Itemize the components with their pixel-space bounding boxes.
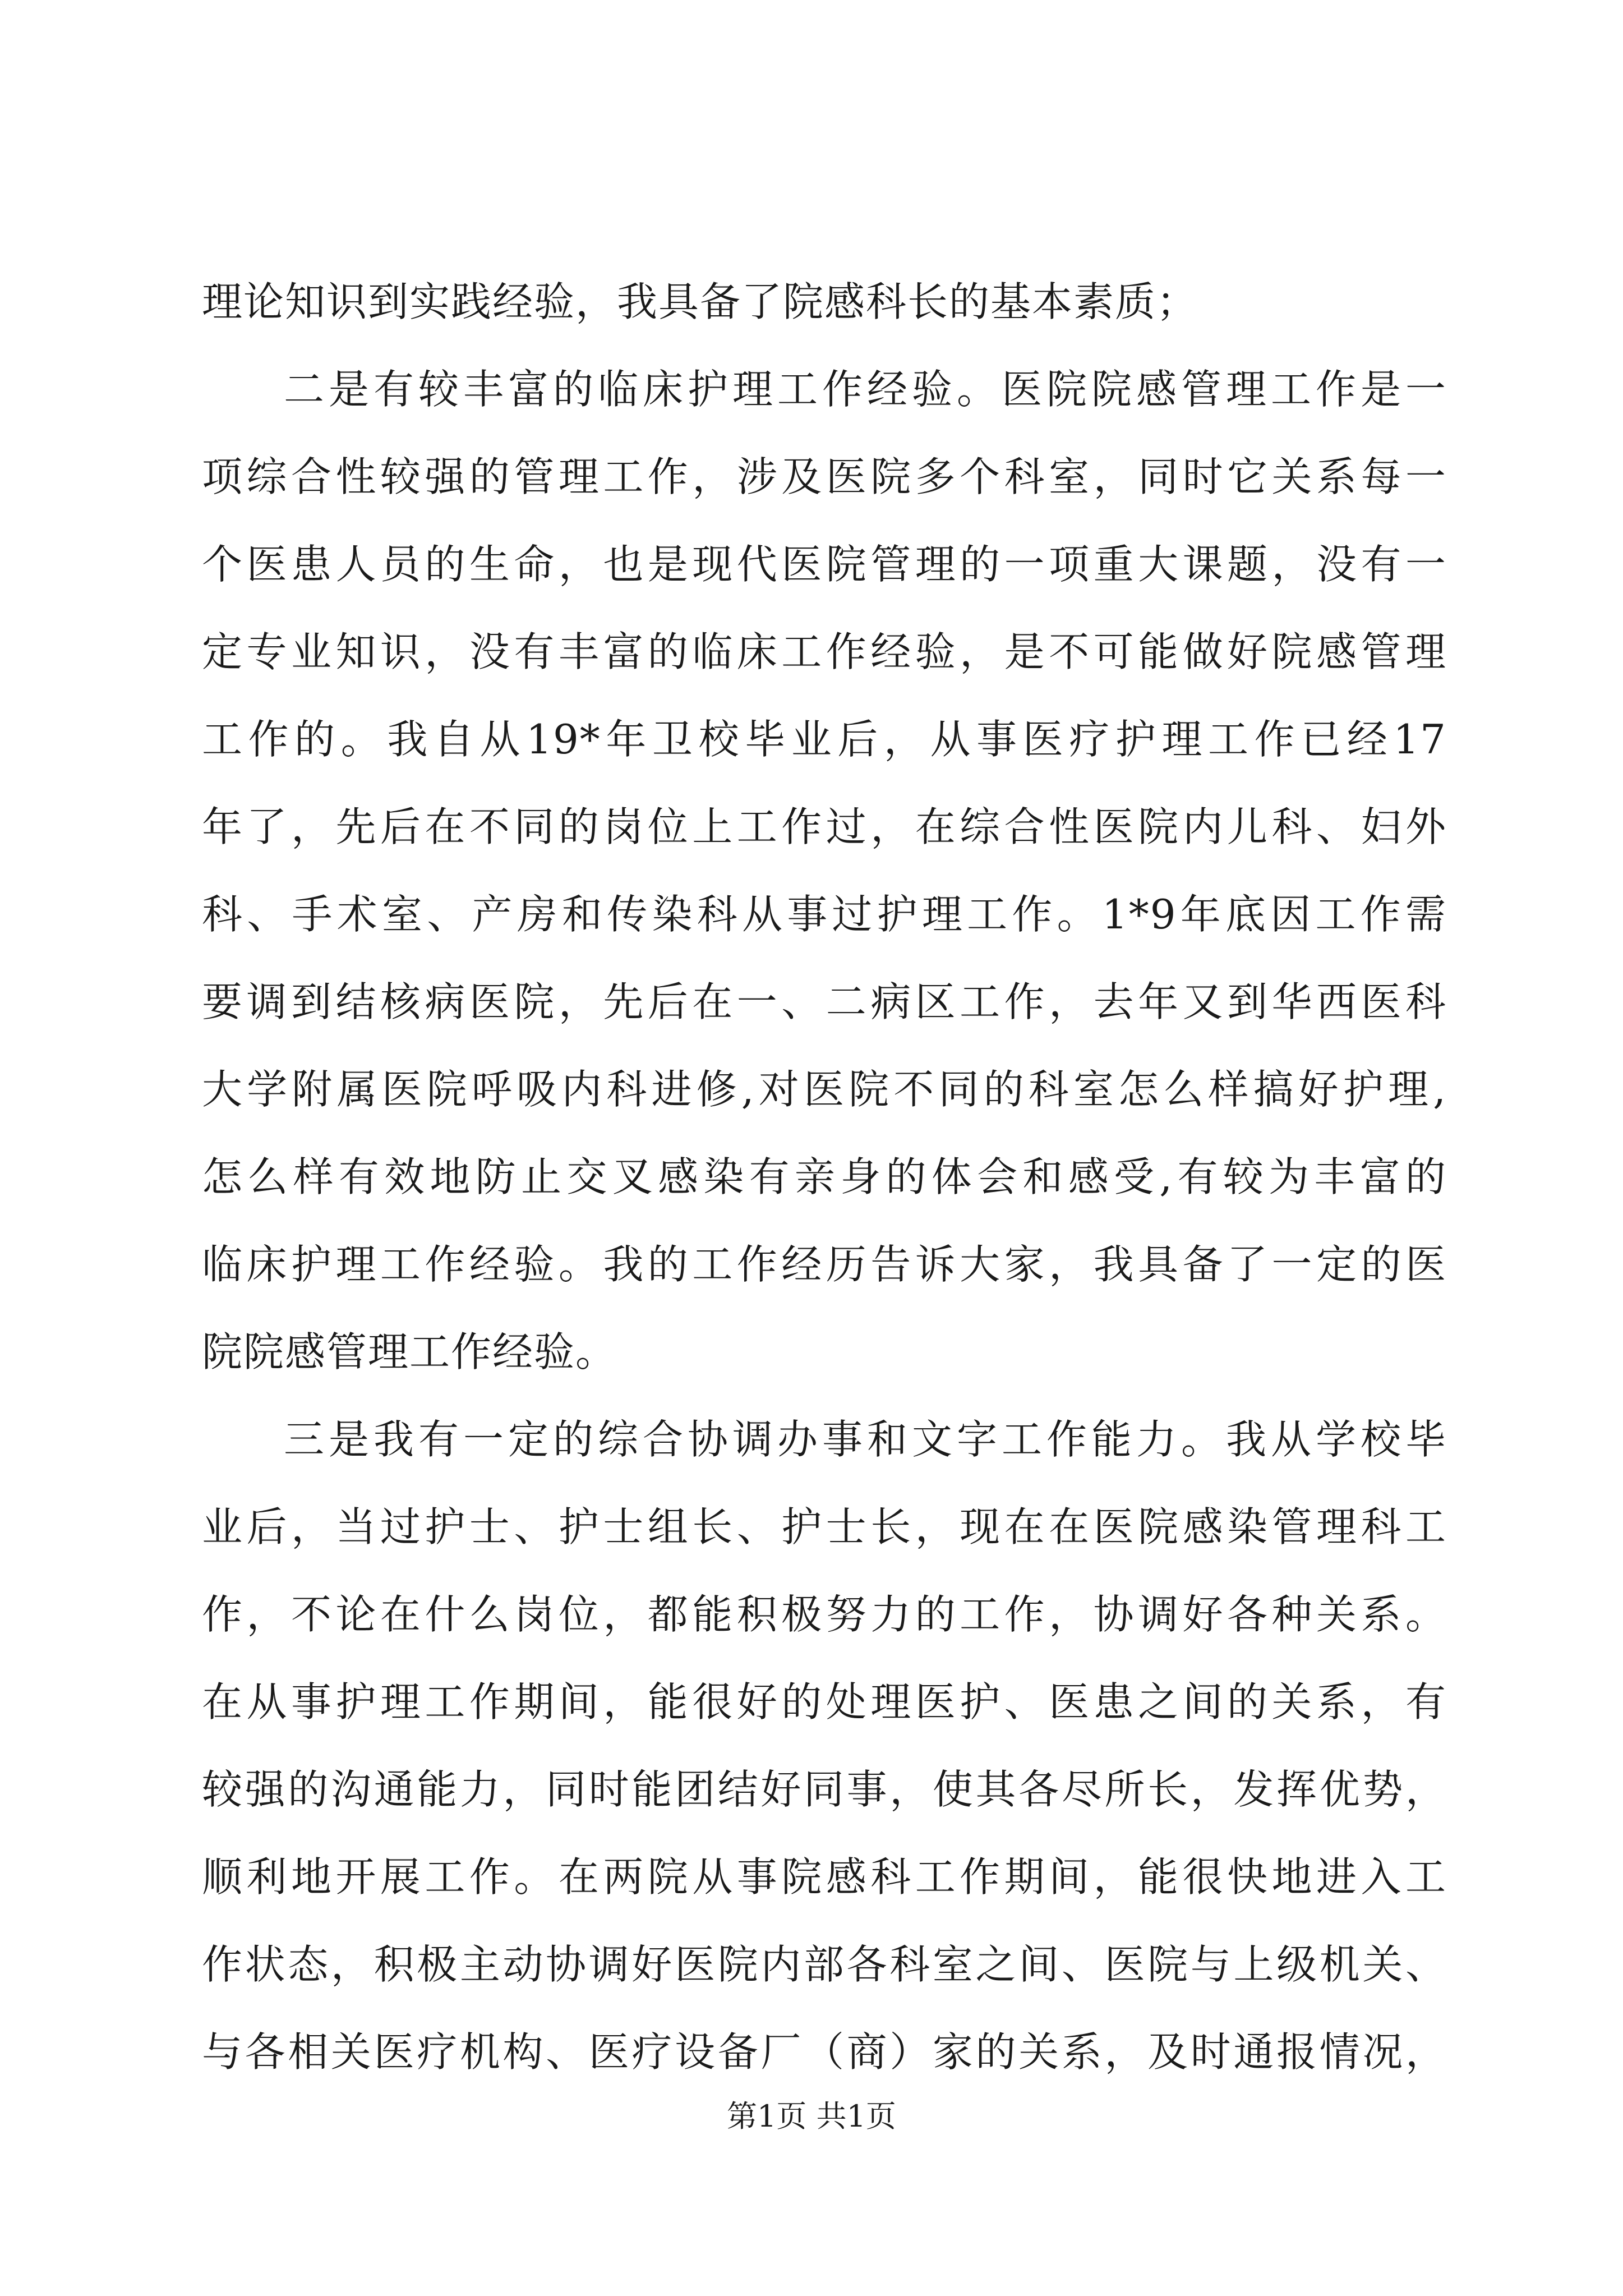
text-line: 在从事护理工作期间，能很好的处理医护、医患之间的关系，有 bbox=[202, 1678, 1447, 1726]
text-line: 临床护理工作经验。我的工作经历告诉大家，我具备了一定的医 bbox=[202, 1241, 1447, 1288]
text-line: 顺利地开展工作。在两院从事院感科工作期间，能很快地进入工 bbox=[202, 1853, 1447, 1901]
page-footer: 第1页 共1页 bbox=[727, 2099, 896, 2134]
text-line: 大学附属医院呼吸内科进修,对医院不同的科室怎么样搞好护理, bbox=[202, 1066, 1447, 1113]
text-line: 工作的。我自从19*年卫校毕业后，从事医疗护理工作已经17 bbox=[202, 716, 1447, 763]
text-line: 定专业知识，没有丰富的临床工作经验，是不可能做好院感管理 bbox=[202, 628, 1447, 675]
paragraph-start-line: 二是有较丰富的临床护理工作经验。医院院感管理工作是一 bbox=[284, 366, 1447, 413]
text-line: 个医患人员的生命，也是现代医院管理的一项重大课题，没有一 bbox=[202, 541, 1447, 588]
text-line: 要调到结核病医院，先后在一、二病区工作，去年又到华西医科 bbox=[202, 978, 1447, 1025]
text-line: 与各相关医疗机构、医疗设备厂（商）家的关系，及时通报情况， bbox=[202, 2028, 1447, 2076]
text-line: 作状态，积极主动协调好医院内部各科室之间、医院与上级机关、 bbox=[202, 1941, 1447, 1988]
text-line: 理论知识到实践经验，我具备了院感科长的基本素质； bbox=[202, 278, 1198, 325]
paragraph-start-line: 三是我有一定的综合协调办事和文字工作能力。我从学校毕 bbox=[284, 1416, 1447, 1463]
text-line: 院院感管理工作经验。 bbox=[202, 1328, 617, 1375]
text-line: 项综合性较强的管理工作，涉及医院多个科室，同时它关系每一 bbox=[202, 453, 1447, 500]
text-line: 科、手术室、产房和传染科从事过护理工作。1*9年底因工作需 bbox=[202, 891, 1447, 938]
text-line: 业后，当过护士、护士组长、护士长，现在在医院感染管理科工 bbox=[202, 1503, 1447, 1550]
text-line: 较强的沟通能力，同时能团结好同事，使其各尽所长，发挥优势， bbox=[202, 1766, 1447, 1813]
text-line: 作，不论在什么岗位，都能积极努力的工作，协调好各种关系。 bbox=[202, 1591, 1447, 1638]
text-line: 年了，先后在不同的岗位上工作过，在综合性医院内儿科、妇外 bbox=[202, 803, 1447, 850]
text-line: 怎么样有效地防止交叉感染有亲身的体会和感受,有较为丰富的 bbox=[202, 1153, 1447, 1200]
document-body bbox=[202, 258, 1447, 2096]
